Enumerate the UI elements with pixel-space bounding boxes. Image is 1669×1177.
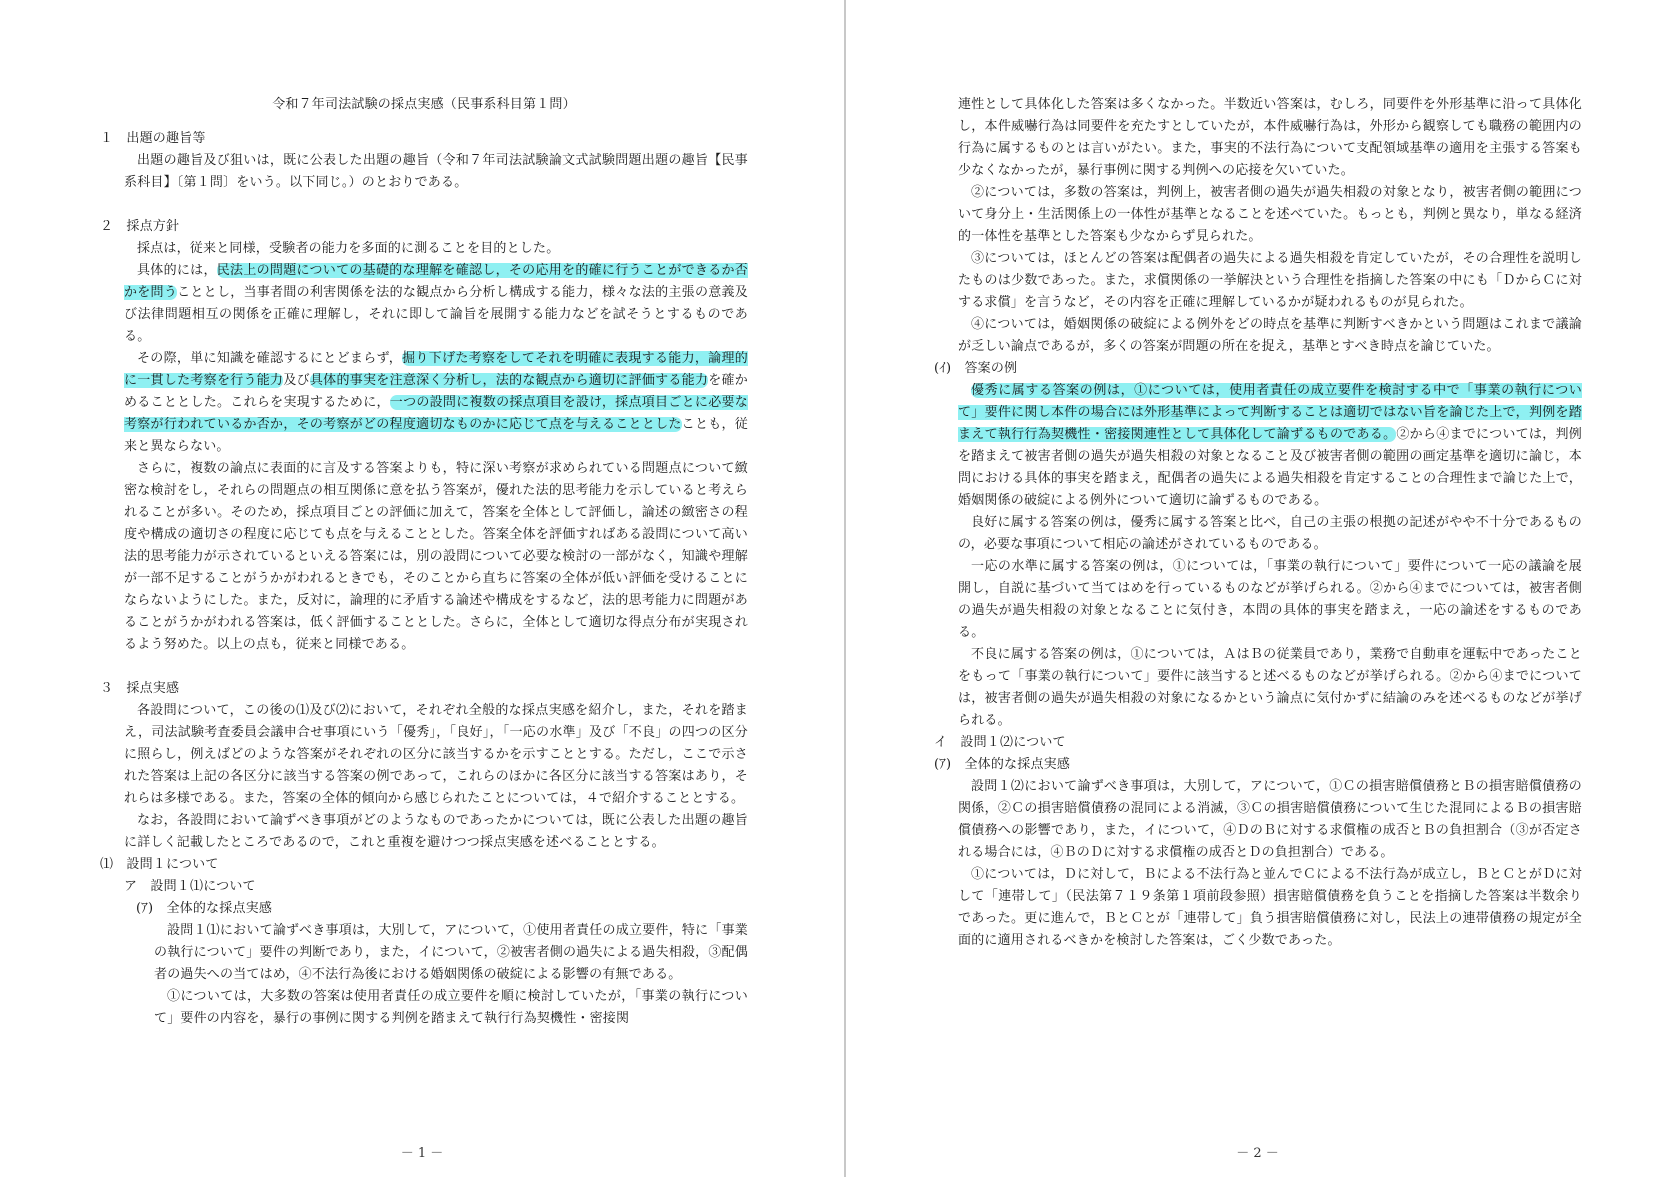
highlighted-text: 一つの設問に複数の採点項目を設け，採点項目ごとに必要な考察が行われているか否か，その考察がどの程度適切なものかに応じて点を与えることとした xyxy=(124,395,748,432)
highlighted-text: 掘り下げた考察をしてそれを明確に表現する能力，論理的に一貫した考察を行う能力 xyxy=(124,351,748,388)
text-run: ことも，従来と異ならない。 xyxy=(124,417,748,454)
paragraph: 一応の水準に属する答案の例は，①については，「事業の執行について」要件について一応の議論を展開し，自説に基づいて当てはめを行っているものなどが挙げられる。②から④までについては，被害者側の過失が過失相殺の対象となることに気付き，本問の具体的事実を踏まえ，一応の論述をするものである。 xyxy=(958,559,1582,640)
paragraph: 設問１⑴において論ずべき事項は，大別して，アについて，①使用者責任の成立要件，特に「事業の執行について」要件の判断であり，また，イについて，②被害者側の過失による過失相殺，③配偶者の過失への当てはめ，④不法行為後における婚姻関係の破綻による影響の有無である。 xyxy=(154,923,748,982)
paragraph: 良好に属する答案の例は，優秀に属する答案と比べ，自己の主張の根拠の記述がやや不十分であるものの，必要な事項について相応の論述がされているものである。 xyxy=(958,515,1582,552)
paragraph: ④については，婚姻関係の破綻による例外をどの時点を基準に判断すべきかという問題はこれまで議論が乏しい論点であるが，多くの答案が問題の所在を捉え，基準とすべき時点を論じていた。 xyxy=(958,317,1582,354)
document-page-2 xyxy=(846,0,1669,1177)
subsection-heading: (ｱ) 全体的な採点実感 xyxy=(136,901,273,916)
document-title: 令和７年司法試験の採点実感（民事系科目第１問） xyxy=(272,97,576,112)
paragraph: 各設問について，この後の⑴及び⑵において，それぞれ全般的な採点実感を紹介し，また，それを踏まえ，司法試験考査委員会議申合せ事項にいう「優秀」，「良好」，「一応の水準」及び「不良」の四つの区分に照らし，例えばどのような答案がそれぞれの区分に該当するかを示すこととする。ただし，ここで示された答案は上記の各区分に該当する答案の例であって，これらのほかに各区分に該当する答案はあり，それらは多様である。また，答案の全体的傾向から感じられたことについては，４で紹介することとする。 xyxy=(124,703,748,806)
subsection-heading: (ｱ) 全体的な採点実感 xyxy=(934,757,1071,772)
paragraph xyxy=(100,348,748,458)
highlighted-text: 民法上の問題についての基礎的な理解を確認し，その応用を的確に行うことができるか否かを問う xyxy=(124,263,748,300)
page-1-body xyxy=(100,94,748,1030)
paragraph: なお，各設問において論ずべき事項がどのようなものであったかについては，既に公表した出題の趣旨に詳しく記載したところであるので，これと重複を避けつつ採点実感を述べることとする。 xyxy=(124,813,748,850)
page-number: － 2 － xyxy=(1236,1146,1279,1161)
paragraph: さらに，複数の論点に表面的に言及する答案よりも，特に深い考察が求められている問題点について緻密な検討をし，それらの問題点の相互関係に意を払う答案が，優れた法的思考能力を示していると考えられることが多い。そのため，採点項目ごとの評価に加えて，答案を全体として評価し，論述の緻密さの程度や構成の適切さの程度に応じても点を与えることとした。答案全体を評価すればある設問について高い法的思考能力が示されているといえる答案には，別の設問について必要な検討の一部がなく，知識や理解が一部不足することがうかがわれるときでも，そのことから直ちに答案の全体が低い評価を受けることにならないようにした。また，反対に，論理的に矛盾する論述や構成をするなど，法的思考能力に問題があることがうかがわれる答案は，低く評価することとした。さらに，全体として適切な得点分布が実現されるよう努めた。以上の点も，従来と同様である。 xyxy=(124,461,748,652)
paragraph: 不良に属する答案の例は，①については，ＡはＢの従業員であり，業務で自動車を運転中であったことをもって「事業の執行について」要件に該当すると述べるものなどが挙げられる。②から④までについては，被害者側の過失が過失相殺の対象になるかという論点に気付かずに結論のみを述べるものなどが挙げられる。 xyxy=(958,647,1582,728)
subsection-heading: ア 設問１⑴について xyxy=(124,879,256,894)
paragraph: 設問１⑵において論ずべき事項は，大別して，アについて，①Ｃの損害賠償債務とＢの損害賠償債務の関係，②Ｃの損害賠償債務の混同による消滅，③Ｃの損害賠償債務について生じた混同によるＢの損害賠償債務への影響であり，また，イについて，④ＤのＢに対する求償権の成否とＢの負担割合（③が否定される場合には，④ＢのＤに対する求償権の成否とＤの負担割合）である。 xyxy=(958,779,1582,860)
section-2-heading: ２ 採点方針 xyxy=(100,219,180,234)
highlighted-text: 具体的事実を注意深く分析し，法的な観点から適切に評価する能力 xyxy=(309,373,709,388)
paragraph: ①については，大多数の答案は使用者責任の成立要件を順に検討していたが，「事業の執行について」要件の内容を，暴行の事例に関する判例を踏まえて執行行為契機性・密接関 xyxy=(154,989,748,1026)
page-number: － 1 － xyxy=(400,1146,444,1161)
text-run: ②から④までについては，判例を踏まえて被害者側の過失が過失相殺の対象となること及び被害者側の範囲の画定基準を適切に論じ，本問における具体的事実を踏まえ，配偶者の過失による過失相殺を肯定することの合理性まで論じた上で，婚姻関係の破綻による例外について適切に論ずるものである。 xyxy=(958,427,1582,508)
section-3-heading: ３ 採点実感 xyxy=(100,681,180,696)
paragraph: ③については，ほとんどの答案は配偶者の過失による過失相殺を肯定していたが，その合理性を説明したものは少数であった。また，求償関係の一挙解決という合理性を指摘した答案の中にも「ＤからＣに対する求償」を言うなど，その内容を正確に理解しているかが疑われるものが見られた。 xyxy=(958,251,1582,310)
paragraph xyxy=(934,380,1582,512)
subsection-heading: ⑴ 設問１について xyxy=(100,857,219,872)
text-run: を確かめることとした。これらを実現するために， xyxy=(124,373,748,410)
text-run: その際，単に知識を確認するにとどまらず， xyxy=(137,351,403,366)
text-run: 具体的には， xyxy=(137,263,217,278)
subsection-heading: イ 設問１⑵について xyxy=(934,735,1066,750)
highlighted-text: 優秀に属する答案の例は，①については，使用者責任の成立要件を検討する中で「事業の執行について」要件に関し本件の場合には外形基準によって判断することは適切ではない旨を論じた上で，判例を踏まえて執行行為契機性・密接関連性として具体化して論ずるものである。 xyxy=(958,383,1582,442)
paragraph xyxy=(100,260,748,348)
paragraph: ②については，多数の答案は，判例上，被害者側の過失が過失相殺の対象となり，被害者側の範囲について身分上・生活関係上の一体性が基準となることを述べていた。もっとも，判例と異なり，単なる経済的一体性を基準とした答案も少なからず見られた。 xyxy=(958,185,1582,244)
text-run: こととし，当事者間の利害関係を法的な観点から分析し構成する能力，様々な法的主張の意義及び法律問題相互の関係を正確に理解し，それに即して論旨を展開する能力などを試そうとするものである。 xyxy=(124,285,748,344)
text-run: 及び xyxy=(283,373,310,388)
subsection-heading: (ｲ) 答案の例 xyxy=(934,361,1018,376)
paragraph: ①については，Ｄに対して，Ｂによる不法行為と並んでＣによる不法行為が成立し，ＢとＣとがＤに対して「連帯して」（民法第７１９条第１項前段参照）損害賠償債務を負うことを指摘した答案は半数余りであった。更に進んで，ＢとＣとが「連帯して」負う損害賠償債務に対し，民法上の連帯債務の規定が全面的に適用されるべきかを検討した答案は，ごく少数であった。 xyxy=(958,867,1582,948)
paragraph: 採点は，従来と同様，受験者の能力を多面的に測ることを目的とした。 xyxy=(137,241,560,256)
page-2-body xyxy=(934,94,1582,952)
section-1-heading: １ 出題の趣旨等 xyxy=(100,131,206,146)
paragraph: 出題の趣旨及び狙いは，既に公表した出題の趣旨（令和７年司法試験論文式試験問題出題の趣旨【民事系科目】〔第１問〕をいう。以下同じ。）のとおりである。 xyxy=(124,153,748,190)
paragraph: 連性として具体化した答案は多くなかった。半数近い答案は，むしろ，同要件を外形基準に沿って具体化し，本件威嚇行為は同要件を充たすとしていたが，本件威嚇行為は，外形から観察しても職務の範囲内の行為に属するものとは言いがたい。また，事実的不法行為について支配領域基準の適用を主張する答案も少なくなかったが，暴行事例に関する判例への応接を欠いていた。 xyxy=(958,97,1582,178)
